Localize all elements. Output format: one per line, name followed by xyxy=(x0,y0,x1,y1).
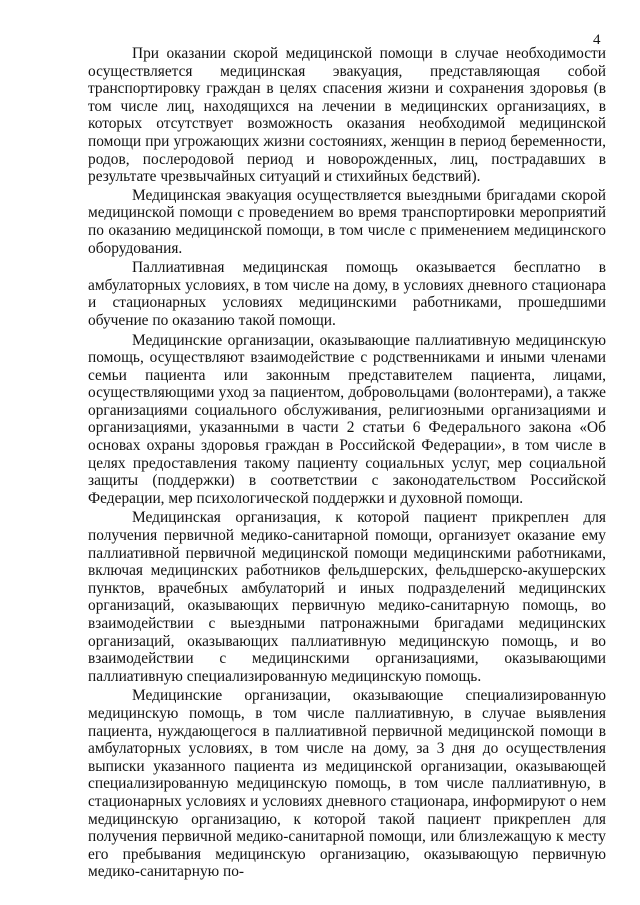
document-body xyxy=(88,45,606,881)
paragraph-evacuation-teams: Медицинская эвакуация осуществляется выездными бригадами скорой медицинской помощи с проведением во время транспортировки мероприятий по оказанию медицинской помощи, в том числе с применением медицинского оборудования. xyxy=(88,186,606,257)
paragraph-palliative-free: Паллиативная медицинская помощь оказывается бесплатно в амбулаторных условиях, в том числе на дому, в условиях дневного стационара и стационарных условиях медицинскими работниками, прошедшими обучение по оказанию такой помощи. xyxy=(88,259,606,329)
paragraph-palliative-cooperation: Медицинские организации, оказывающие паллиативную медицинскую помощь, осуществляют взаимодействие с родственниками и иными членами семьи пациента или законным представителем пациента, лицами, осуществляющими уход за пациентом, добровольцами (волонтерами), а также организациями социального обслуживания, религиозными организациями и организациями, указанными в части 2 статьи 6 Федерального закона «Об основах охраны здоровья граждан в Российской Федерации», в том числе в целях предоставления такому пациенту социальных услуг, мер социальной защиты (поддержки) в соответствии с законодательством Российской Федерации, мер психологической поддержки и духовной помощи. xyxy=(88,331,606,507)
paragraph-specialized-care-organizations: Медицинские организации, оказывающие специализированную медицинскую помощь, в том числе паллиативную, в случае выявления пациента, нуждающегося в паллиативной первичной медицинской помощи в амбулаторных условиях, в том числе на дому, за 3 дня до осуществления выписки указанного пациента из медицинской организации, оказывающей специализированную медицинскую помощь, в том числе паллиативную, в стационарных условиях и условиях дневного стационара, информируют о нем медицинскую организацию, к которой такой пациент прикреплен для получения первичной медико-санитарной помощи, или близлежащую к месту его пребывания медицинскую организацию, оказывающую первичную медико-санитарную по- xyxy=(88,687,606,881)
page-number: 4 xyxy=(593,32,601,48)
paragraph-primary-care-organization: Медицинская организация, к которой пациент прикреплен для получения первичной медико-санитарной помощи, организует оказание ему паллиативной первичной медицинской помощи медицинскими работниками, включая медицинских работников фельдшерских, фельдшерско-акушерских пунктов, врачебных амбулаторий и иных подразделений медицинских организаций, оказывающих первичную медико-санитарную помощь, во взаимодействии с выездными патронажными бригадами медицинских организаций, оказывающих паллиативную медицинскую помощь, и во взаимодействии с медицинскими организациями, оказывающими паллиативную специализированную медицинскую помощь. xyxy=(88,509,606,685)
paragraph-emergency-evacuation: При оказании скорой медицинской помощи в случае необходимости осуществляется медицинская эвакуация, представляющая собой транспортировку граждан в целях спасения жизни и сохранения здоровья (в том числе лиц, находящихся на лечении в медицинских организациях, в которых отсутствует возможность оказания необходимой медицинской помощи при угрожающих жизни состояниях, женщин в период беременности, родов, послеродовой период и новорожденных, лиц, пострадавших в результате чрезвычайных ситуаций и стихийных бедствий). xyxy=(88,45,606,186)
